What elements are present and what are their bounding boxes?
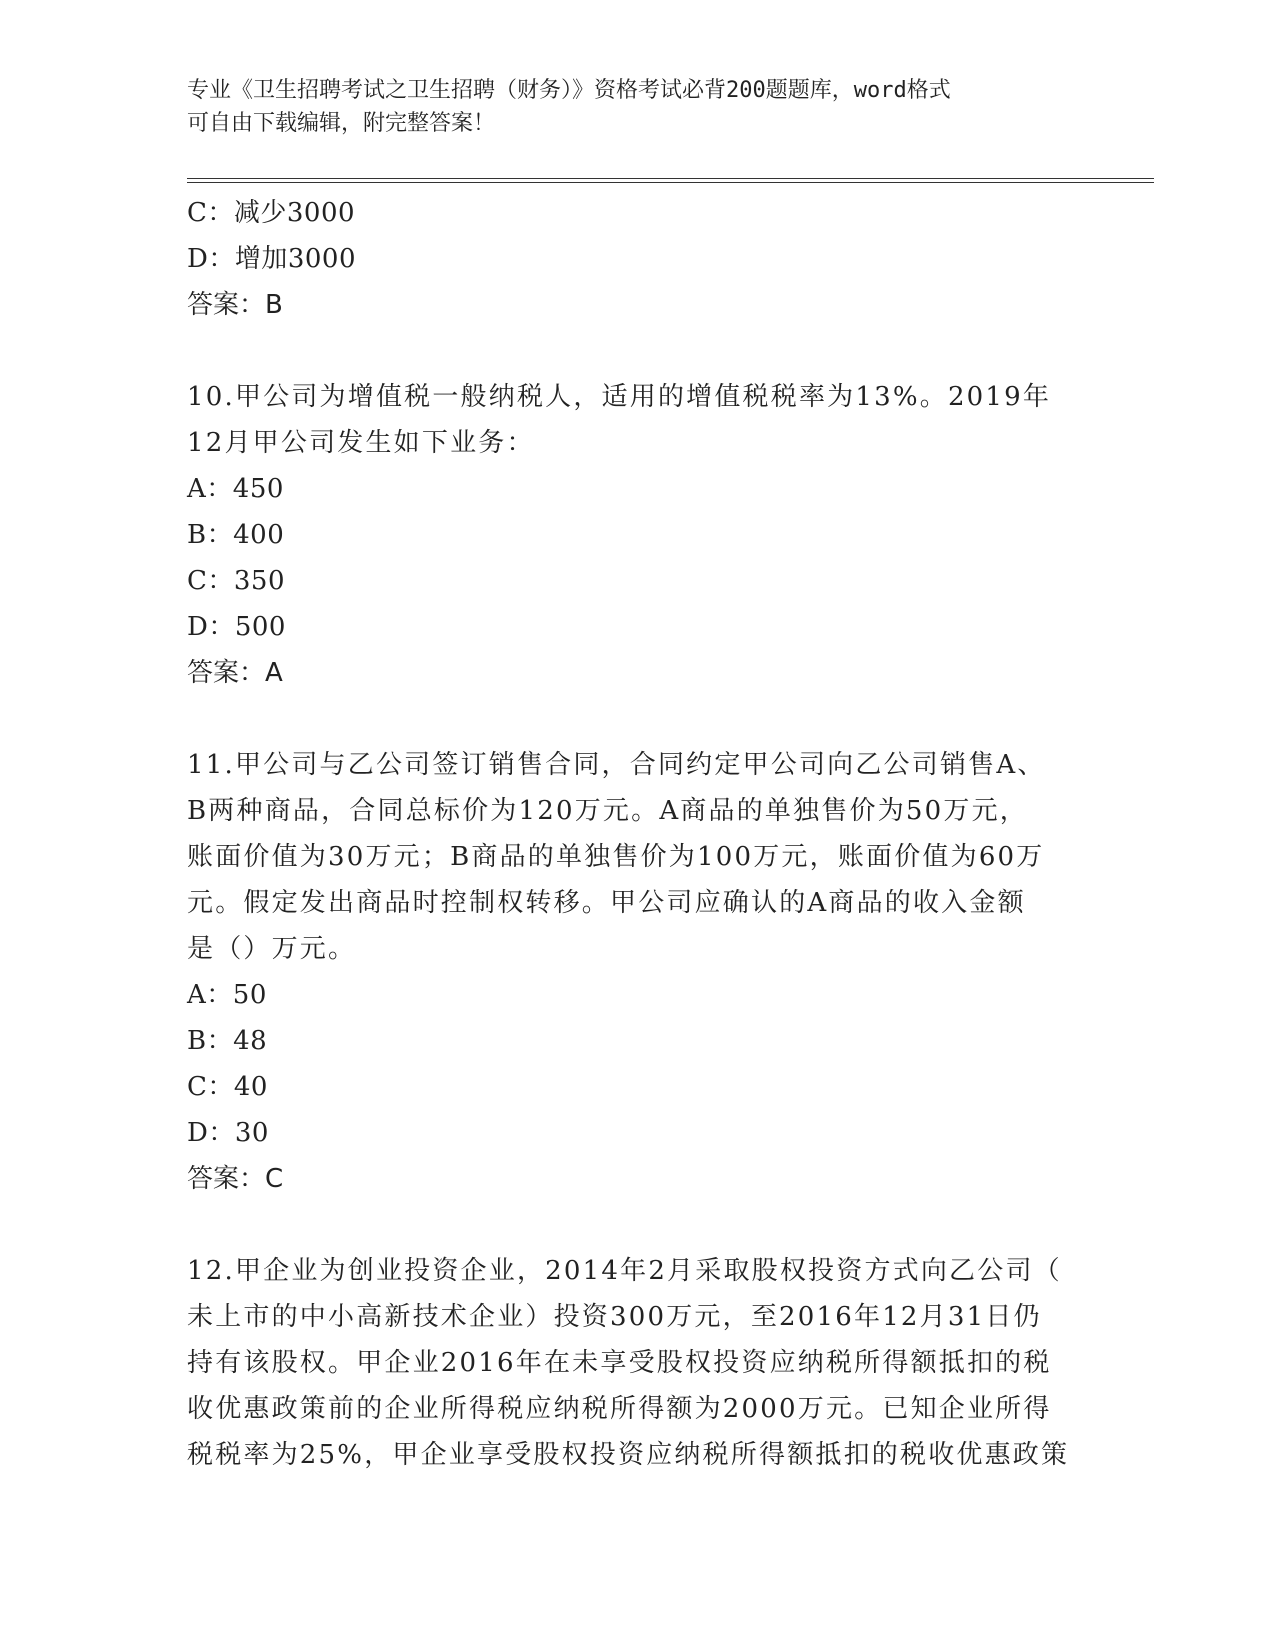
question-10-options (187, 466, 1087, 696)
option-d: D：30 (187, 1118, 269, 1148)
spacer (187, 328, 1087, 374)
question-stem-line: 持有该股权。甲企业2016年在未享受股权投资应纳税所得额抵扣的税 (187, 1348, 1052, 1378)
option-c: C：减少3000 (187, 198, 356, 228)
answer-line: 答案：C (187, 1164, 284, 1194)
question-stem-line: 元。假定发出商品时控制权转移。甲公司应确认的A商品的收入金额 (187, 888, 1026, 918)
option-a: A：450 (187, 474, 284, 504)
question-stem-line: 11.甲公司与乙公司签订销售合同，合同约定甲公司向乙公司销售A、 (187, 750, 1046, 780)
spacer (187, 696, 1087, 742)
option-b: B：48 (187, 1026, 268, 1056)
question-stem-line: 未上市的中小高新技术企业）投资300万元，至2016年12月31日仍 (187, 1302, 1042, 1332)
previous-question-tail (187, 190, 1087, 328)
question-stem-line: B两种商品，合同总标价为120万元。A商品的单独售价为50万元， (187, 796, 1028, 826)
question-stem-line: 10.甲公司为增值税一般纳税人，适用的增值税税率为13%。2019年 (187, 382, 1052, 412)
question-11-options (187, 972, 1087, 1202)
document-header (187, 74, 1067, 140)
document-body (187, 190, 1087, 1478)
question-stem-line: 12.甲企业为创业投资企业，2014年2月采取股权投资方式向乙公司（ (187, 1256, 1062, 1286)
answer-line: 答案：A (187, 658, 283, 688)
answer-line: 答案：B (187, 290, 283, 320)
question-10 (187, 374, 1087, 466)
option-b: B：400 (187, 520, 285, 550)
question-stem-line: 是（）万元。 (187, 934, 357, 964)
question-stem-line: 收优惠政策前的企业所得税应纳税所得额为2000万元。已知企业所得 (187, 1394, 1052, 1424)
question-11 (187, 742, 1087, 972)
header-title-line-1: 专业《卫生招聘考试之卫生招聘（财务）》资格考试必背200题题库，word格式 (187, 78, 951, 103)
header-title-line-2: 可自由下载编辑，附完整答案！ (187, 111, 496, 136)
question-stem-line: 账面价值为30万元；B商品的单独售价为100万元，账面价值为60万 (187, 842, 1045, 872)
question-stem-line: 12月甲公司发生如下业务： (187, 428, 535, 458)
option-d: D：500 (187, 612, 286, 642)
option-c: C：350 (187, 566, 286, 596)
question-stem-line: 税税率为25%，甲企业享受股权投资应纳税所得额抵扣的税收优惠政策 (187, 1440, 1070, 1470)
question-12 (187, 1248, 1087, 1478)
option-a: A：50 (187, 980, 267, 1010)
option-c: C：40 (187, 1072, 268, 1102)
header-divider (187, 178, 1154, 183)
spacer (187, 1202, 1087, 1248)
option-d: D：增加3000 (187, 244, 357, 274)
